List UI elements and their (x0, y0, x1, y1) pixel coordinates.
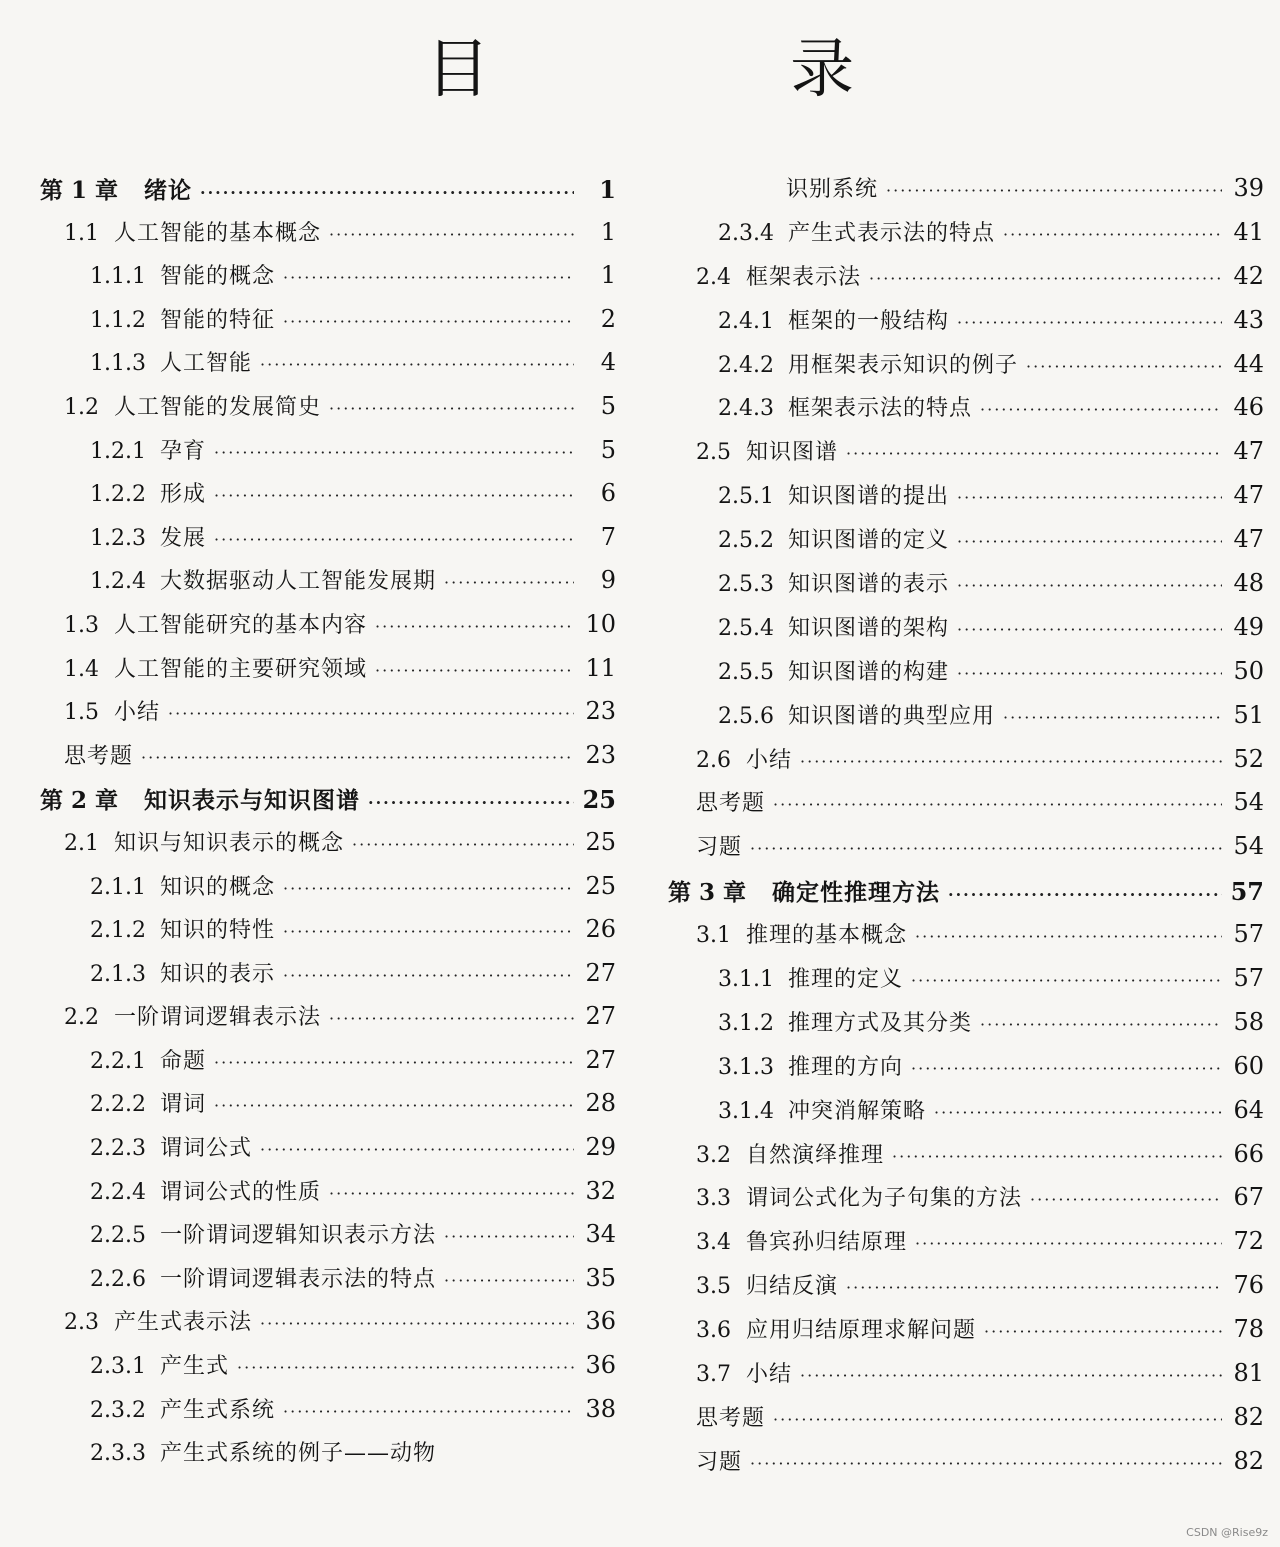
toc-leader-dots (444, 573, 574, 592)
toc-entry-title: 推理的基本概念 (746, 923, 908, 949)
toc-entry-title: 发展 (160, 525, 207, 551)
toc-entry-number: 第 3 章 (668, 879, 747, 907)
toc-entry-page: 76 (1233, 1271, 1264, 1300)
toc-entry-page: 4 (600, 348, 616, 377)
toc-entry-title: 一阶谓词逻辑知识表示方法 (160, 1223, 437, 1249)
toc-entry-page: 52 (1233, 744, 1264, 773)
toc-entry-page: 38 (585, 1394, 616, 1423)
toc-leader-dots (800, 752, 1222, 771)
toc-entry-title: 思考题 (696, 791, 766, 817)
toc-entry[interactable] (40, 782, 616, 826)
toc-entry[interactable] (668, 1225, 1264, 1269)
toc-entry-page: 81 (1233, 1359, 1264, 1388)
toc-entry-title: 推理的定义 (788, 967, 904, 993)
toc-entry-title: 知识图谱的表示 (788, 572, 950, 598)
toc-entry-page: 43 (1233, 305, 1264, 334)
toc-entry-page: 25 (582, 785, 616, 815)
toc-entry-number: 2.5.4 (718, 615, 774, 641)
toc-entry-page: 5 (600, 391, 616, 420)
toc-entry[interactable] (40, 1305, 616, 1349)
toc-leader-dots (214, 486, 574, 505)
toc-entry[interactable] (40, 216, 616, 260)
toc-leader-dots (934, 1103, 1222, 1122)
toc-entry[interactable] (40, 434, 616, 478)
toc-entry-title: 思考题 (696, 1405, 766, 1431)
toc-entry-page: 23 (585, 697, 616, 726)
toc-entry-number: 2.2.1 (90, 1048, 146, 1074)
toc-leader-dots (750, 1454, 1222, 1473)
toc-entry-page: 47 (1233, 437, 1264, 466)
toc-left-column (40, 172, 616, 1480)
toc-leader-dots (980, 400, 1222, 419)
toc-entry[interactable] (40, 1087, 616, 1131)
toc-entry[interactable] (40, 564, 616, 608)
toc-leader-dots (329, 1184, 574, 1203)
toc-entry[interactable] (668, 743, 1264, 787)
toc-entry-title: 应用归结原理求解问题 (746, 1318, 977, 1344)
toc-leader-dots (957, 488, 1222, 507)
toc-entry-title: 人工智能的基本概念 (114, 220, 322, 246)
toc-entry-title: 推理的方向 (788, 1054, 904, 1080)
toc-entry[interactable] (40, 259, 616, 303)
toc-entry[interactable] (40, 652, 616, 696)
toc-entry-page: 9 (600, 566, 616, 595)
toc-entry-title: 知识图谱的典型应用 (788, 703, 996, 729)
toc-entry-title: 确定性推理方法 (772, 879, 940, 907)
toc-entry-number: 2.2.2 (90, 1092, 146, 1118)
toc-entry[interactable] (668, 1138, 1264, 1182)
toc-entry[interactable] (668, 172, 1264, 216)
toc-entry[interactable] (668, 699, 1264, 743)
toc-entry-title: 谓词 (160, 1092, 207, 1118)
toc-entry-number: 1.4 (64, 656, 99, 682)
toc-entry-title: 产生式表示法 (114, 1310, 253, 1336)
toc-entry-title: 智能的特征 (160, 307, 276, 333)
toc-leader-dots (214, 530, 574, 549)
toc-entry-title: 框架表示法的特点 (788, 396, 973, 422)
toc-entry-number: 3.3 (696, 1186, 731, 1212)
toc-entry-number: 3.1.1 (718, 967, 774, 993)
toc-leader-dots (984, 1322, 1222, 1341)
toc-entry-title: 用框架表示知识的例子 (788, 352, 1019, 378)
toc-entry-number: 2.1.3 (90, 961, 146, 987)
toc-entry-title: 自然演绎推理 (746, 1142, 885, 1168)
toc-entry-number: 2.2.5 (90, 1223, 146, 1249)
toc-leader-dots (444, 1271, 574, 1290)
toc-entry-title: 谓词公式化为子句集的方法 (746, 1186, 1023, 1212)
toc-entry-title: 归结反演 (746, 1274, 839, 1300)
toc-entry-title: 知识图谱的定义 (788, 528, 950, 554)
toc-entry[interactable] (40, 172, 616, 216)
toc-entry[interactable] (668, 1094, 1264, 1138)
toc-entry-page: 23 (585, 740, 616, 769)
toc-entry-page: 57 (1230, 877, 1264, 907)
toc-entry-title: 人工智能的主要研究领域 (114, 656, 368, 682)
toc-entry-page: 54 (1233, 788, 1264, 817)
toc-entry[interactable] (40, 1262, 616, 1306)
toc-leader-dots (957, 664, 1222, 683)
toc-leader-dots (375, 617, 574, 636)
toc-entry[interactable] (40, 608, 616, 652)
toc-entry-title: 一阶谓词逻辑表示法的特点 (160, 1266, 437, 1292)
toc-leader-dots (773, 795, 1222, 814)
toc-entry-title: 产生式 (160, 1354, 230, 1380)
toc-entry-number: 3.1.3 (718, 1054, 774, 1080)
toc-entry-title: 知识图谱的提出 (788, 484, 950, 510)
toc-leader-dots (846, 444, 1222, 463)
toc-entry-page: 57 (1233, 920, 1264, 949)
toc-entry-page: 36 (585, 1351, 616, 1380)
toc-entry-page: 47 (1233, 525, 1264, 554)
toc-leader-dots (214, 1096, 574, 1115)
toc-entry-number: 2.3.3 (90, 1441, 146, 1467)
toc-entry[interactable] (668, 1006, 1264, 1050)
toc-leader-dots (957, 576, 1222, 595)
toc-entry-number: 2.3.1 (90, 1354, 146, 1380)
toc-entry[interactable] (40, 913, 616, 957)
toc-entry-number: 2.4.3 (718, 396, 774, 422)
toc-entry-number: 2.5.5 (718, 659, 774, 685)
toc-entry[interactable] (668, 830, 1264, 874)
toc-leader-dots (911, 1059, 1222, 1078)
toc-leader-dots (869, 269, 1222, 288)
toc-leader-dots (283, 1402, 574, 1421)
toc-entry[interactable] (668, 1050, 1264, 1094)
toc-leader-dots (168, 704, 574, 723)
toc-leader-dots (911, 971, 1222, 990)
toc-leader-dots (948, 885, 1222, 904)
toc-entry[interactable] (40, 1393, 616, 1437)
toc-entry-number: 1.2.2 (90, 482, 146, 508)
toc-entry[interactable] (40, 303, 616, 347)
toc-entry-page: 10 (585, 609, 616, 638)
toc-leader-dots (237, 1358, 574, 1377)
toc-leader-dots (1003, 708, 1222, 727)
toc-leader-dots (329, 399, 574, 418)
toc-entry-number: 3.4 (696, 1230, 731, 1256)
toc-entry[interactable] (668, 348, 1264, 392)
toc-entry-number: 1.2.1 (90, 438, 146, 464)
toc-entry-number: 2.5.1 (718, 484, 774, 510)
toc-entry[interactable] (40, 739, 616, 783)
toc-entry-number: 1.1 (64, 220, 99, 246)
toc-leader-dots (283, 966, 574, 985)
toc-entry[interactable] (40, 826, 616, 870)
toc-entry-number: 3.1 (696, 923, 731, 949)
toc-entry-page: 82 (1233, 1402, 1264, 1431)
toc-entry-number: 2.6 (696, 747, 731, 773)
toc-entry-page: 41 (1233, 217, 1264, 246)
toc-leader-dots (283, 268, 574, 287)
toc-leader-dots (368, 793, 574, 812)
toc-entry-page: 1 (599, 175, 616, 204)
toc-entry-page: 39 (1233, 174, 1264, 202)
toc-entry-page: 72 (1233, 1227, 1264, 1256)
toc-entry-title: 习题 (696, 835, 743, 861)
toc-entry-number: 2.1.2 (90, 918, 146, 944)
toc-entry-title: 产生式系统的例子——动物 (160, 1441, 437, 1467)
toc-entry-number: 第 1 章 (40, 177, 119, 204)
toc-entry-title: 大数据驱动人工智能发展期 (160, 569, 437, 595)
toc-entry-page: 48 (1233, 569, 1264, 598)
toc-entry-page: 25 (585, 871, 616, 900)
toc-entry-number: 1.2.3 (90, 525, 146, 551)
toc-entry-number: 3.6 (696, 1318, 731, 1344)
toc-entry-title: 命题 (160, 1048, 207, 1074)
toc-entry-page: 51 (1233, 700, 1264, 729)
toc-entry-number: 1.2.4 (90, 569, 146, 595)
toc-entry-title: 知识的特性 (160, 918, 276, 944)
toc-entry[interactable] (40, 390, 616, 434)
toc-entry-number: 1.1.2 (90, 307, 146, 333)
toc-entry-number: 2.4.2 (718, 352, 774, 378)
toc-leader-dots (980, 1015, 1222, 1034)
toc-entry[interactable] (668, 304, 1264, 348)
toc-right-column (668, 172, 1264, 1489)
toc-entry-number: 2.3.2 (90, 1397, 146, 1423)
toc-leader-dots (141, 748, 574, 767)
toc-entry[interactable] (668, 1181, 1264, 1225)
toc-entry-title: 冲突消解策略 (788, 1098, 927, 1124)
toc-entry-title: 知识表示与知识图谱 (144, 787, 360, 815)
toc-entry[interactable] (668, 479, 1264, 523)
toc-entry[interactable] (668, 1445, 1264, 1489)
toc-entry-page: 44 (1233, 349, 1264, 378)
toc-entry[interactable] (668, 435, 1264, 479)
toc-entry-page: 27 (585, 958, 616, 987)
toc-entry[interactable] (40, 957, 616, 1001)
toc-entry-page: 49 (1233, 612, 1264, 641)
toc-entry[interactable] (40, 870, 616, 914)
toc-entry[interactable] (668, 216, 1264, 260)
toc-entry-page: 1 (600, 217, 616, 246)
toc-entry[interactable] (40, 1131, 616, 1175)
toc-entry-title: 小结 (746, 747, 793, 773)
toc-entry-page: 6 (600, 479, 616, 508)
toc-leader-dots (214, 443, 574, 462)
toc-entry-title: 知识图谱的架构 (788, 615, 950, 641)
toc-leader-dots (375, 661, 574, 680)
toc-entry[interactable] (668, 918, 1264, 962)
toc-entry-title: 框架表示法 (746, 264, 862, 290)
toc-entry-title: 框架的一般结构 (788, 308, 950, 334)
toc-leader-dots (886, 181, 1222, 200)
toc-entry[interactable] (40, 521, 616, 565)
toc-entry-number: 2.5 (696, 440, 731, 466)
toc-entry-page: 27 (585, 1002, 616, 1031)
toc-leader-dots (915, 927, 1222, 946)
toc-leader-dots (846, 1278, 1222, 1297)
toc-entry[interactable] (668, 786, 1264, 830)
toc-entry-title: 知识的表示 (160, 961, 276, 987)
toc-entry-number: 2.2.6 (90, 1266, 146, 1292)
toc-leader-dots (915, 1234, 1222, 1253)
toc-entry-number: 第 2 章 (40, 787, 119, 815)
toc-entry-page: 2 (600, 304, 616, 333)
toc-entry-number: 2.3 (64, 1310, 99, 1336)
toc-leader-dots (773, 1410, 1222, 1429)
toc-leader-dots (283, 922, 574, 941)
toc-entry-number: 2.2.3 (90, 1136, 146, 1162)
toc-entry-title: 人工智能研究的基本内容 (114, 612, 368, 638)
toc-entry-page: 57 (1233, 964, 1264, 993)
toc-leader-dots (892, 1147, 1222, 1166)
toc-entry-page: 67 (1233, 1183, 1264, 1212)
toc-entry-title: 智能的概念 (160, 264, 276, 290)
toc-entry[interactable] (668, 523, 1264, 567)
toc-entry-page: 26 (585, 915, 616, 944)
toc-entry-number: 3.1.2 (718, 1010, 774, 1036)
toc-leader-dots (1003, 225, 1222, 244)
toc-entry[interactable] (40, 695, 616, 739)
toc-entry-title: 绪论 (144, 177, 192, 204)
toc-leader-dots (260, 355, 574, 374)
toc-entry-page: 78 (1233, 1315, 1264, 1344)
toc-entry-page: 25 (585, 827, 616, 856)
toc-entry-title: 识别系统 (786, 177, 879, 202)
toc-leader-dots (283, 879, 574, 898)
toc-entry[interactable] (668, 391, 1264, 435)
toc-entry-number: 2.1.1 (90, 874, 146, 900)
toc-leader-dots (329, 1009, 574, 1028)
toc-entry-page: 34 (585, 1220, 616, 1249)
toc-entry[interactable] (40, 1175, 616, 1219)
toc-entry-title: 人工智能的发展简史 (114, 394, 322, 420)
page-title: 目 录 (425, 33, 995, 107)
toc-entry[interactable] (40, 1044, 616, 1088)
toc-entry-title: 思考题 (64, 743, 134, 769)
toc-entry-page: 7 (600, 522, 616, 551)
toc-entry-number: 2.5.2 (718, 528, 774, 554)
toc-entry-number: 2.4.1 (718, 308, 774, 334)
toc-entry-page: 47 (1233, 481, 1264, 510)
toc-entry-page: 35 (585, 1263, 616, 1292)
toc-entry-title: 小结 (114, 700, 161, 726)
toc-leader-dots (200, 183, 574, 202)
toc-entry-title: 谓词公式的性质 (160, 1179, 322, 1205)
toc-entry-number: 2.4 (696, 264, 731, 290)
toc-entry-title: 一阶谓词逻辑表示法 (114, 1005, 322, 1031)
toc-entry-number: 3.5 (696, 1274, 731, 1300)
toc-entry[interactable] (668, 1269, 1264, 1313)
toc-entry-number: 1.1.3 (90, 351, 146, 377)
toc-entry-title: 推理方式及其分类 (788, 1010, 973, 1036)
toc-entry[interactable] (40, 477, 616, 521)
toc-entry-title: 产生式系统 (160, 1397, 276, 1423)
toc-entry-number: 2.2.4 (90, 1179, 146, 1205)
toc-entry[interactable] (40, 1000, 616, 1044)
toc-leader-dots (957, 532, 1222, 551)
toc-entry-title: 知识图谱的构建 (788, 659, 950, 685)
toc-leader-dots (283, 312, 574, 331)
toc-entry[interactable] (668, 611, 1264, 655)
toc-entry-page: 42 (1233, 261, 1264, 290)
toc-entry-title: 知识图谱 (746, 440, 839, 466)
toc-entry-page: 82 (1233, 1446, 1264, 1475)
toc-entry-title: 人工智能 (160, 351, 253, 377)
toc-entry-title: 知识的概念 (160, 874, 276, 900)
toc-entry-page: 1 (600, 261, 616, 290)
toc-entry[interactable] (40, 1436, 616, 1480)
toc-entry[interactable] (40, 1218, 616, 1262)
toc-entry[interactable] (668, 874, 1264, 918)
toc-entry[interactable] (668, 260, 1264, 304)
toc-entry-page: 58 (1233, 1007, 1264, 1036)
toc-entry[interactable] (668, 962, 1264, 1006)
toc-entry-number: 1.1.1 (90, 264, 146, 290)
toc-entry-number: 1.5 (64, 700, 99, 726)
toc-entry[interactable] (668, 655, 1264, 699)
toc-entry-title: 谓词公式 (160, 1136, 253, 1162)
toc-entry[interactable] (668, 1313, 1264, 1357)
toc-entry-page: 28 (585, 1089, 616, 1118)
toc-entry[interactable] (668, 567, 1264, 611)
toc-entry-page: 27 (585, 1045, 616, 1074)
toc-entry-number: 2.3.4 (718, 220, 774, 246)
toc-entry-number: 2.5.6 (718, 703, 774, 729)
toc-entry-title: 知识与知识表示的概念 (114, 830, 345, 856)
toc-entry-number: 3.7 (696, 1362, 731, 1388)
toc-entry[interactable] (40, 346, 616, 390)
toc-leader-dots (329, 225, 574, 244)
toc-entry-page: 32 (585, 1176, 616, 1205)
toc-entry-number: 1.2 (64, 394, 99, 420)
toc-entry-number: 2.1 (64, 830, 99, 856)
toc-leader-dots (260, 1314, 574, 1333)
toc-entry-page: 50 (1233, 656, 1264, 685)
toc-entry-title: 鲁宾孙归结原理 (746, 1230, 908, 1256)
toc-leader-dots (1026, 357, 1222, 376)
toc-entry-number: 2.5.3 (718, 572, 774, 598)
toc-entry-title: 产生式表示法的特点 (788, 220, 996, 246)
toc-entry-page: 66 (1233, 1139, 1264, 1168)
toc-leader-dots (800, 1366, 1222, 1385)
toc-leader-dots (444, 1227, 574, 1246)
toc-entry-title: 孕育 (160, 438, 207, 464)
toc-entry-title: 小结 (746, 1362, 793, 1388)
toc-entry[interactable] (668, 1401, 1264, 1445)
toc-leader-dots (352, 835, 574, 854)
toc-entry-page: 46 (1233, 393, 1264, 422)
toc-entry-number: 3.1.4 (718, 1098, 774, 1124)
toc-entry-page: 54 (1233, 832, 1264, 861)
toc-leader-dots (214, 1053, 574, 1072)
toc-entry[interactable] (668, 1357, 1264, 1401)
toc-leader-dots (260, 1140, 574, 1159)
toc-entry-number: 1.3 (64, 612, 99, 638)
toc-entry-page: 5 (600, 435, 616, 464)
toc-entry-number: 2.2 (64, 1005, 99, 1031)
toc-leader-dots (957, 620, 1222, 639)
toc-entry-title: 形成 (160, 482, 207, 508)
toc-entry[interactable] (40, 1349, 616, 1393)
watermark: CSDN @Rise9z (1186, 1526, 1268, 1539)
toc-entry-page: 29 (585, 1133, 616, 1162)
toc-entry-page: 11 (585, 653, 616, 682)
toc-entry-page: 36 (585, 1307, 616, 1336)
toc-leader-dots (1030, 1190, 1222, 1209)
toc-entry-page: 64 (1233, 1095, 1264, 1124)
toc-entry-page: 60 (1233, 1051, 1264, 1080)
toc-entry-number: 3.2 (696, 1142, 731, 1168)
toc-entry-title: 习题 (696, 1449, 743, 1475)
toc-leader-dots (957, 313, 1222, 332)
toc-leader-dots (750, 839, 1222, 858)
